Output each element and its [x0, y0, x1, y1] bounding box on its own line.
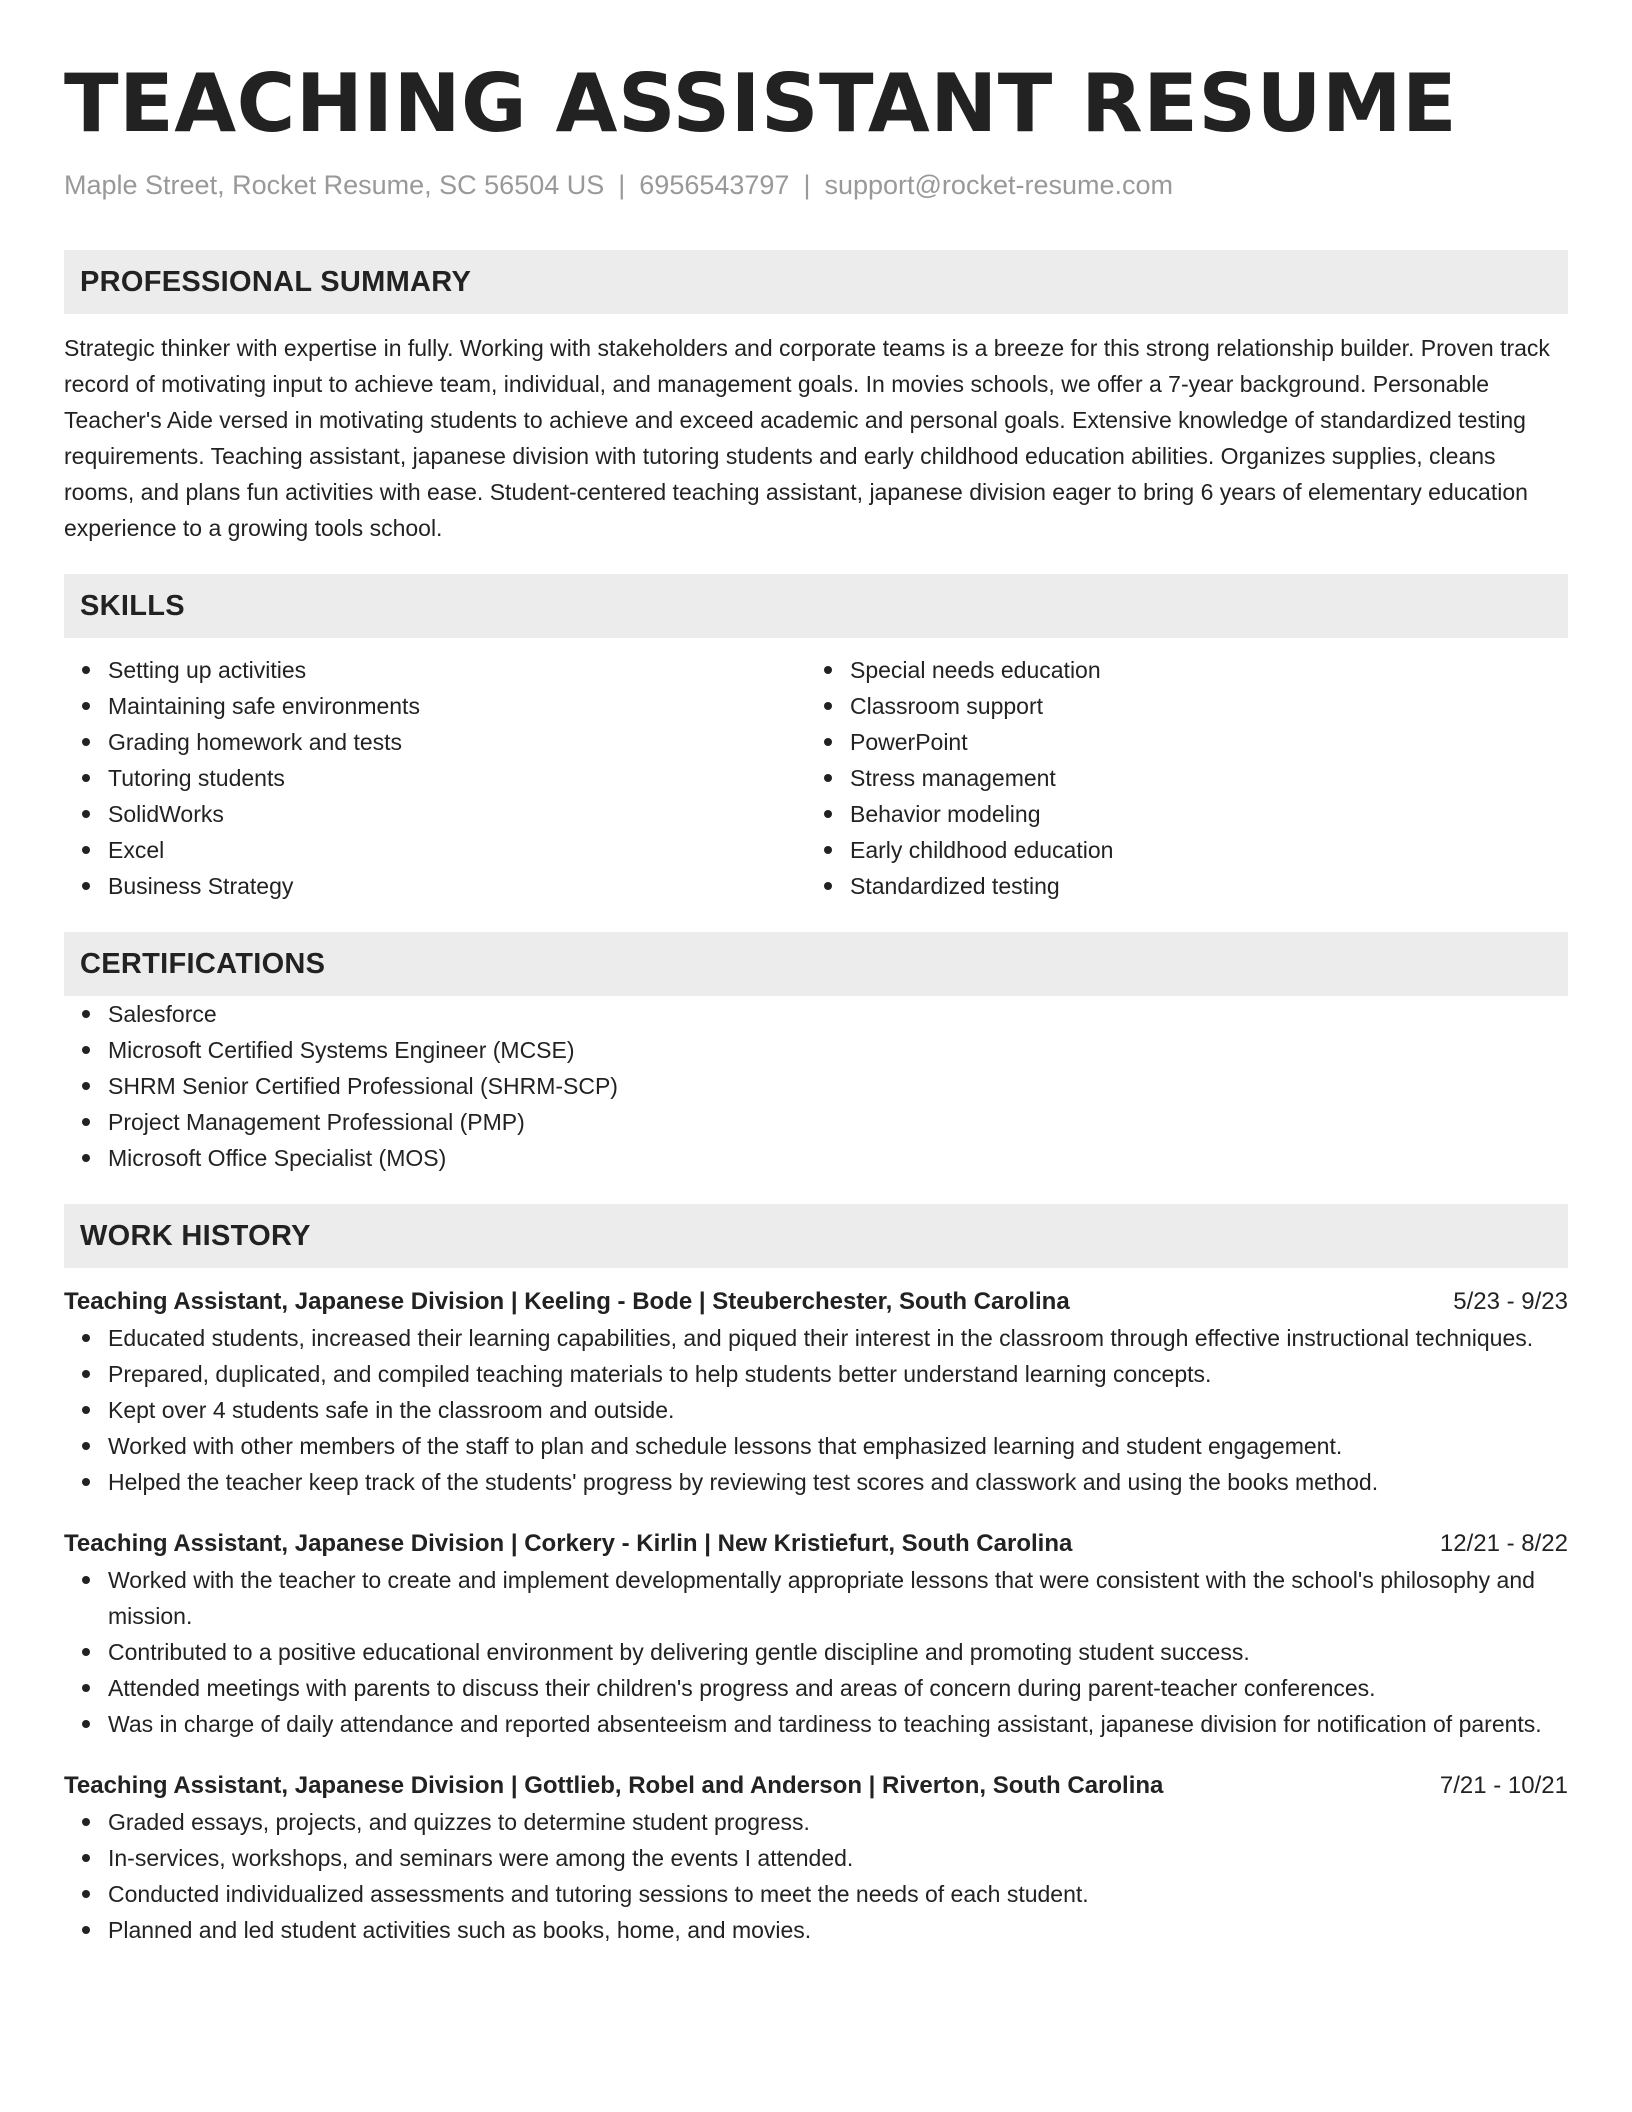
skill-item: Excel	[64, 832, 806, 868]
certification-item: Microsoft Certified Systems Engineer (MCSE)	[64, 1032, 1568, 1068]
resume-page	[64, 56, 1568, 1948]
job-entry	[64, 1768, 1568, 1948]
section-heading-summary: PROFESSIONAL SUMMARY	[64, 250, 1568, 314]
job-dates: 7/21 - 10/21	[1439, 1772, 1568, 1799]
skill-item: Tutoring students	[64, 760, 806, 796]
contact-separator: |	[618, 170, 626, 200]
resume-title: TEACHING ASSISTANT RESUME	[64, 57, 1458, 150]
contact-line	[64, 168, 1568, 202]
job-title: Teaching Assistant, Japanese Division | Keeling - Bode | Steuberchester, South Carolina	[64, 1288, 1070, 1315]
skill-item: Setting up activities	[64, 652, 806, 688]
job-dates: 5/23 - 9/23	[1453, 1288, 1568, 1315]
skills-grid	[64, 652, 1568, 904]
summary-text: Strategic thinker with expertise in fully. Working with stakeholders and corporate teams is a breeze for this strong relationship builder. Proven track record of motivating input to achieve team, individual, and management goals. In movies schools, we offer a 7-year background. Personable Teacher's Aide versed in motivating students to achieve and exceed academic and personal goals. Extensive knowledge of standardized testing requirements. Teaching assistant, japanese division with tutoring students and early childhood education abilities. Organizes supplies, cleans rooms, and plans fun activities with ease. Student-centered teaching assistant, japanese division eager to bring 6 years of elementary education experience to a growing tools school.	[64, 335, 1550, 541]
job-bullet: Attended meetings with parents to discuss their children's progress and areas of concern during parent-teacher conferences.	[64, 1670, 1568, 1706]
job-bullets	[64, 1320, 1568, 1500]
skill-item: Early childhood education	[806, 832, 1548, 868]
job-bullet: Worked with the teacher to create and implement developmentally appropriate lessons that were consistent with the school's philosophy and mission.	[64, 1562, 1568, 1634]
job-title: Teaching Assistant, Japanese Division | Gottlieb, Robel and Anderson | Riverton, South Carolina	[64, 1772, 1164, 1799]
certification-item: SHRM Senior Certified Professional (SHRM-SCP)	[64, 1068, 1568, 1104]
job-bullet: Conducted individualized assessments and tutoring sessions to meet the needs of each student.	[64, 1876, 1568, 1912]
job-bullets	[64, 1562, 1568, 1742]
job-bullet: Was in charge of daily attendance and reported absenteeism and tardiness to teaching assistant, japanese division for notification of parents.	[64, 1706, 1568, 1742]
contact-phone: 6956543797	[639, 170, 790, 200]
job-bullet: Graded essays, projects, and quizzes to determine student progress.	[64, 1804, 1568, 1840]
skill-item: Stress management	[806, 760, 1548, 796]
job-header	[64, 1768, 1568, 1804]
job-bullet: In-services, workshops, and seminars were among the events I attended.	[64, 1840, 1568, 1876]
skill-item: Classroom support	[806, 688, 1548, 724]
skill-item: Behavior modeling	[806, 796, 1548, 832]
skill-item: SolidWorks	[64, 796, 806, 832]
contact-separator: |	[803, 170, 811, 200]
contact-email[interactable]: support@rocket-resume.com	[824, 170, 1173, 200]
job-bullet: Contributed to a positive educational environment by delivering gentle discipline and promoting student success.	[64, 1634, 1568, 1670]
skills-list-right	[806, 652, 1548, 904]
certification-item: Project Management Professional (PMP)	[64, 1104, 1568, 1140]
job-bullet: Educated students, increased their learning capabilities, and piqued their interest in the classroom through effective instructional techniques.	[64, 1320, 1568, 1356]
job-bullets	[64, 1804, 1568, 1948]
skills-list-left	[64, 652, 806, 904]
job-entry	[64, 1284, 1568, 1500]
job-dates: 12/21 - 8/22	[1439, 1530, 1568, 1557]
certifications-list	[64, 996, 1568, 1176]
skill-item: Maintaining safe environments	[64, 688, 806, 724]
job-title: Teaching Assistant, Japanese Division | Corkery - Kirlin | New Kristiefurt, South Carolina	[64, 1530, 1073, 1557]
job-bullet: Planned and led student activities such as books, home, and movies.	[64, 1912, 1568, 1948]
job-entry	[64, 1526, 1568, 1742]
contact-address: Maple Street, Rocket Resume, SC 56504 US	[64, 170, 605, 200]
section-heading-skills: SKILLS	[64, 574, 1568, 638]
skill-item: Special needs education	[806, 652, 1548, 688]
certification-item: Salesforce	[64, 996, 1568, 1032]
job-bullet: Helped the teacher keep track of the students' progress by reviewing test scores and classwork and using the books method.	[64, 1464, 1568, 1500]
section-heading-certifications: CERTIFICATIONS	[64, 932, 1568, 996]
job-header	[64, 1526, 1568, 1562]
job-bullet: Kept over 4 students safe in the classroom and outside.	[64, 1392, 1568, 1428]
job-header	[64, 1284, 1568, 1320]
job-bullet: Prepared, duplicated, and compiled teaching materials to help students better understand learning concepts.	[64, 1356, 1568, 1392]
certification-item: Microsoft Office Specialist (MOS)	[64, 1140, 1568, 1176]
skill-item: Grading homework and tests	[64, 724, 806, 760]
section-heading-work-history: WORK HISTORY	[64, 1204, 1568, 1268]
job-bullet: Worked with other members of the staff to plan and schedule lessons that emphasized learning and student engagement.	[64, 1428, 1568, 1464]
skill-item: Business Strategy	[64, 868, 806, 904]
skill-item: PowerPoint	[806, 724, 1548, 760]
skill-item: Standardized testing	[806, 868, 1548, 904]
